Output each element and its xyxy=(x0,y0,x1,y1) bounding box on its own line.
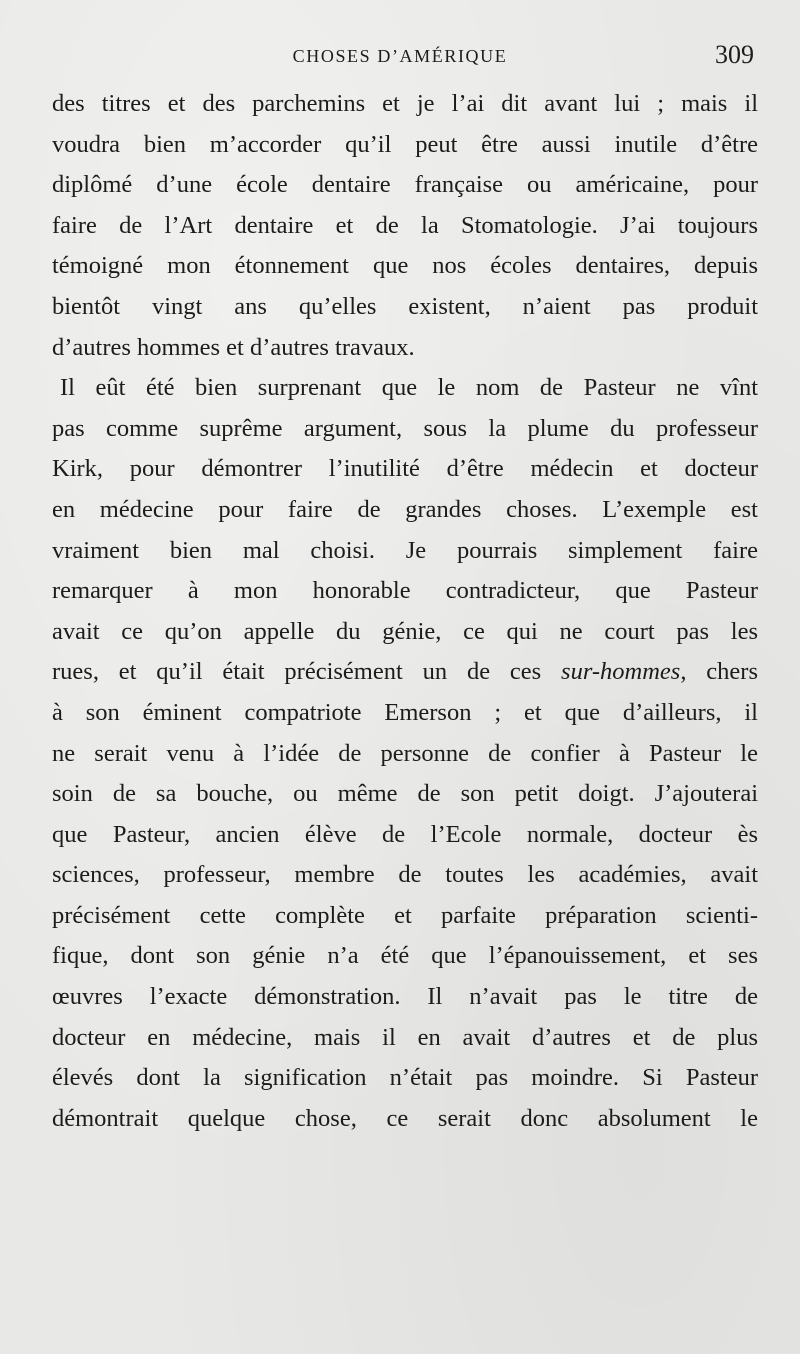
paragraph xyxy=(52,84,758,368)
text-line: œuvres l’exacte démonstration. Il n’avait pas le titre de xyxy=(52,983,758,1011)
text-line: démontrait quelque chose, ce serait donc absolument le xyxy=(52,1104,758,1132)
text-line: fique, dont son génie n’a été que l’épanouissement, et ses xyxy=(52,942,758,970)
text-line: voudra bien m’accorder qu’il peut être aussi inutile d’être xyxy=(52,130,758,158)
text-line: docteur en médecine, mais il en avait d’autres et de plus xyxy=(52,1023,758,1051)
italic-term: sur-hommes xyxy=(561,658,681,686)
text-line: en médecine pour faire de grandes choses. L’exemple est xyxy=(52,495,758,523)
text-line: Il eût été bien surprenant que le nom de Pasteur ne vînt xyxy=(60,374,758,402)
running-title: CHOSES D’AMÉRIQUE xyxy=(292,46,508,66)
text-line: soin de sa bouche, ou même de son petit doigt. J’ajouterai xyxy=(52,780,758,808)
text-line: Kirk, pour démontrer l’inutilité d’être médecin et docteur xyxy=(52,455,758,483)
running-head xyxy=(0,40,800,76)
paragraph xyxy=(52,368,758,1139)
text-line: faire de l’Art dentaire et de la Stomatologie. J’ai toujours xyxy=(52,211,758,239)
text-line: élevés dont la signification n’était pas moindre. Si Pasteur xyxy=(52,1064,758,1092)
text-line: pas comme suprême argument, sous la plume du professeur xyxy=(52,414,758,442)
text-line: ne serait venu à l’idée de personne de confier à Pasteur le xyxy=(52,739,758,767)
text-line: vraiment bien mal choisi. Je pourrais simplement faire xyxy=(52,536,758,564)
text-line: remarquer à mon honorable contradicteur, que Pasteur xyxy=(52,577,758,605)
text-line: précisément cette complète et parfaite préparation scienti- xyxy=(52,901,758,929)
text-line: sciences, professeur, membre de toutes les académies, avait xyxy=(52,861,758,889)
text-line: des titres et des parchemins et je l’ai dit avant lui ; mais il xyxy=(52,90,758,117)
text-line: bientôt vingt ans qu’elles existent, n’aient pas produit xyxy=(52,292,758,320)
text-line: à son éminent compatriote Emerson ; et que d’ailleurs, il xyxy=(52,698,758,726)
text-line: avait ce qu’on appelle du génie, ce qui ne court pas les xyxy=(52,617,758,645)
text-line: témoigné mon étonnement que nos écoles dentaires, depuis xyxy=(52,252,758,280)
text-line: que Pasteur, ancien élève de l’Ecole normale, docteur ès xyxy=(52,820,758,848)
text-line: d’autres hommes et d’autres travaux. xyxy=(52,333,415,361)
page-number: 309 xyxy=(715,40,754,69)
body-text xyxy=(52,84,758,1139)
text-line: rues, et qu’il était précisément un de ces sur-hommes, chers xyxy=(52,658,758,686)
text-line: diplômé d’une école dentaire française ou américaine, pour xyxy=(52,171,758,199)
